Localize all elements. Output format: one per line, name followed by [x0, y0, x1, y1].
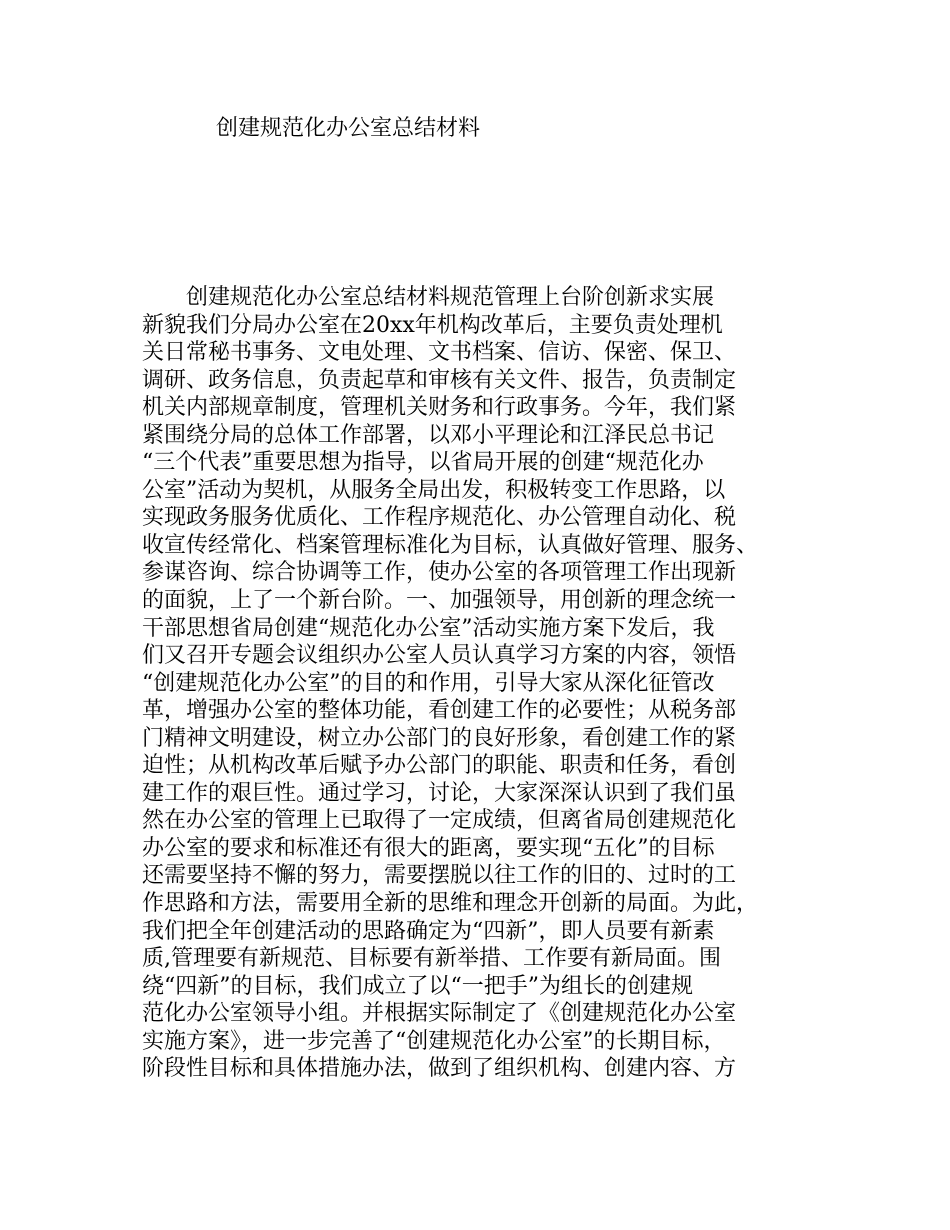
body-line: 绕“四新”的目标，我们成立了以“一把手”为组长的创建规	[142, 973, 693, 999]
body-line: 收宣传经常化、档案管理标准化为目标，认真做好管理、服务、	[142, 532, 759, 558]
body-line: 我们把全年创建活动的思路确定为“四新”，即人员要有新素	[142, 918, 715, 944]
body-line: 新貌我们分局办公室在20xx年机构改革后，主要负责处理机	[142, 312, 723, 338]
body-line: 还需要坚持不懈的努力，需要摆脱以往工作的旧的、过时的工	[142, 863, 737, 889]
body-line: 紧围绕分局的总体工作部署，以邓小平理论和江泽民总书记	[142, 422, 715, 448]
body-line: “三个代表”重要思想为指导，以省局开展的创建“规范化办	[142, 450, 704, 476]
body-line: 参谋咨询、综合协调等工作，使办公室的各项管理工作出现新	[142, 560, 737, 586]
body-line: 实施方案》，进一步完善了“创建规范化办公室”的长期目标，	[142, 1028, 726, 1054]
body-line: 门精神文明建设，树立办公部门的良好形象，看创建工作的紧	[142, 725, 737, 751]
body-line: 公室”活动为契机，从服务全局出发，积极转变工作思路，以	[142, 477, 726, 503]
body-line: 干部思想省局创建“规范化办公室”活动实施方案下发后，我	[142, 615, 715, 641]
body-line: 调研、政务信息，负责起草和审核有关文件、报告，负责制定	[142, 367, 737, 393]
body-line: 阶段性目标和具体措施办法，做到了组织机构、创建内容、方	[142, 1056, 737, 1082]
body-line: 革，增强办公室的整体功能，看创建工作的必要性；从税务部	[142, 698, 737, 724]
body-line: 范化办公室领导小组。并根据实际制定了《创建规范化办公室	[142, 1001, 737, 1027]
body-line: 建工作的艰巨性。通过学习，讨论，大家深深认识到了我们虽	[142, 780, 737, 806]
body-line: 然在办公室的管理上已取得了一定成绩，但离省局创建规范化	[142, 808, 737, 834]
body-line: 办公室的要求和标准还有很大的距离，要实现“五化”的目标	[142, 835, 715, 861]
body-line: 质,管理要有新规范、目标要有新举措、工作要有新局面。围	[142, 946, 721, 972]
body-line: 作思路和方法，需要用全新的思维和理念开创新的局面。为此，	[142, 891, 759, 917]
body-line: 创建规范化办公室总结材料规范管理上台阶创新求实展	[142, 285, 715, 310]
body-line: “创建规范化办公室”的目的和作用，引导大家从深化征管改	[142, 670, 715, 696]
body-line: 关日常秘书事务、文电处理、文书档案、信访、保密、保卫、	[142, 340, 737, 366]
body-line: 迫性；从机构改革后赋予办公部门的职能、职责和任务，看创	[142, 753, 737, 779]
body-line: 实现政务服务优质化、工作程序规范化、办公管理自动化、税	[142, 505, 737, 531]
body-line: 的面貌，上了一个新台阶。一、加强领导，用创新的理念统一	[142, 588, 737, 614]
body-line: 们又召开专题会议组织办公室人员认真学习方案的内容，领悟	[142, 643, 737, 669]
document-title: 创建规范化办公室总结材料	[216, 116, 481, 141]
body-line: 机关内部规章制度，管理机关财务和行政事务。今年，我们紧	[142, 395, 737, 421]
document-body	[142, 284, 832, 1083]
